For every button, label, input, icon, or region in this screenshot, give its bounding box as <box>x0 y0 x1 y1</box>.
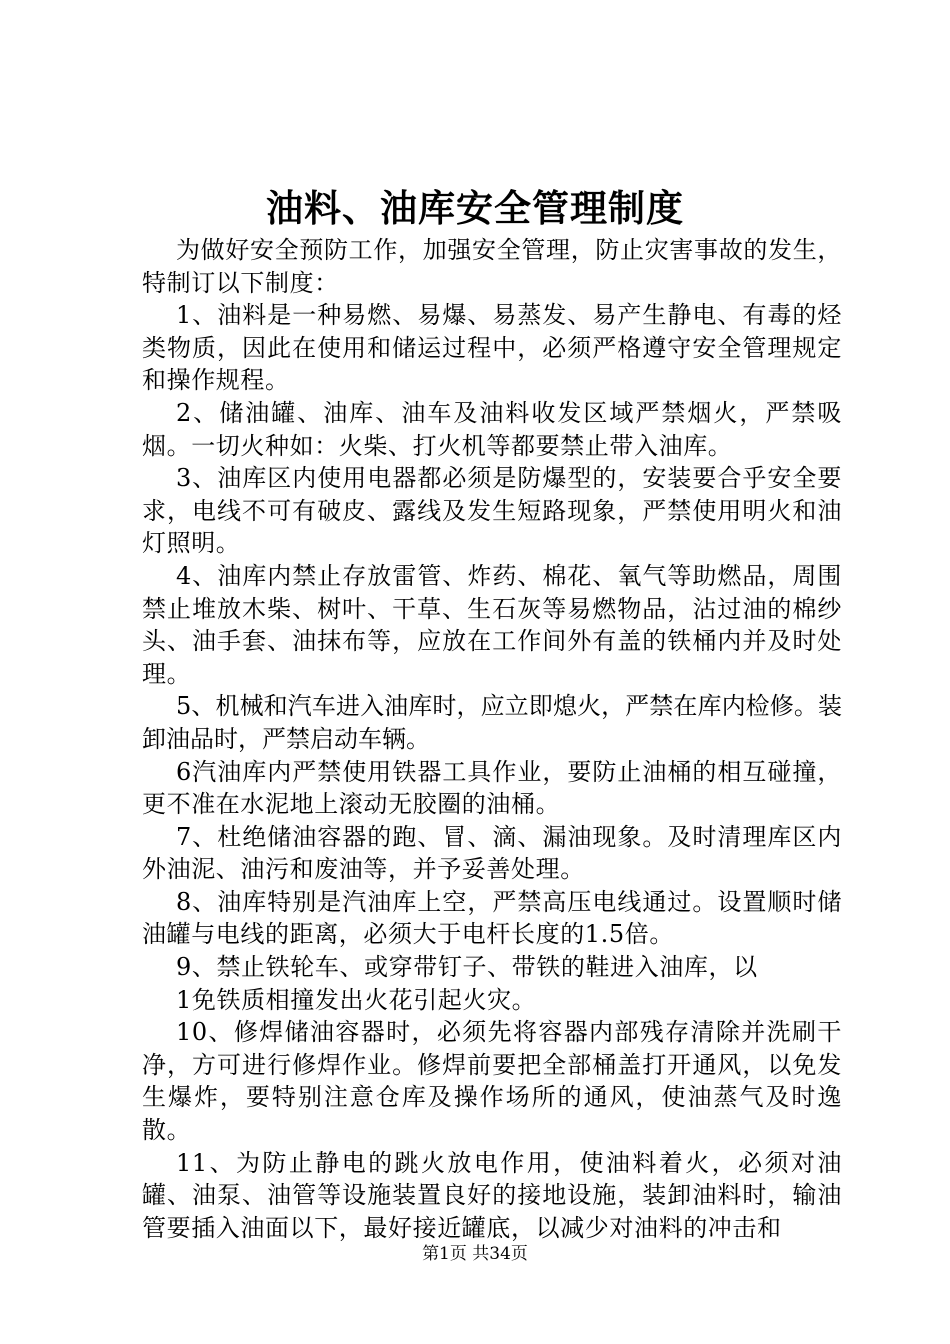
paragraph-rule-5: 5、机械和汽车进入油库时，应立即熄火，严禁在库内检修。装卸油品时，严禁启动车辆。 <box>142 692 842 753</box>
document-body <box>142 234 842 1244</box>
paragraph-rule-9-continued: 1免铁质相撞发出火花引起火灾。 <box>176 985 537 1014</box>
paragraph-rule-9: 9、禁止铁轮车、或穿带钉子、带铁的鞋进入油库，以 <box>176 953 758 982</box>
paragraph-rule-1: 1、油料是一种易燃、易爆、易蒸发、易产生静电、有毒的烃类物质，因此在使用和储运过程中，必须严格遵守安全管理规定和操作规程。 <box>142 301 842 395</box>
paragraph-rule-2: 2、储油罐、油库、油车及油料收发区域严禁烟火，严禁吸烟。一切火种如：火柴、打火机等都要禁止带入油库。 <box>142 398 842 460</box>
paragraph-rule-7: 7、杜绝储油容器的跑、冒、滴、漏油现象。及时清理库区内外油泥、油污和废油等，并予妥善处理。 <box>142 822 842 884</box>
paragraph-intro: 为做好安全预防工作，加强安全管理，防止灾害事故的发生，特制订以下制度： <box>142 236 842 297</box>
paragraph-rule-6: 6汽油库内严禁使用铁器工具作业，要防止油桶的相互碰撞，更不准在水泥地上滚动无胶圈的油桶。 <box>142 757 842 819</box>
document-title: 油料、油库安全管理制度 <box>266 186 684 230</box>
paragraph-rule-11: 11、为防止静电的跳火放电作用，使油料着火，必须对油罐、油泵、油管等设施装置良好的接地设施，装卸油料时，输油管要插入油面以下，最好接近罐底，以减少对油料的冲击和 <box>142 1148 842 1242</box>
page-footer: 第1页 共34页 <box>422 1244 528 1264</box>
paragraph-rule-4: 4、油库内禁止存放雷管、炸药、棉花、氧气等助燃品，周围禁止堆放木柴、树叶、干草、生石灰等易燃物品，沾过油的棉纱头、油手套、油抹布等，应放在工作间外有盖的铁桶内并及时处理。 <box>142 561 842 688</box>
paragraph-rule-10: 10、修焊储油容器时，必须先将容器内部残存清除并洗刷干净，方可进行修焊作业。修焊前要把全部桶盖打开通风，以免发生爆炸，要特别注意仓库及操作场所的通风，使油蒸气及时逸散。 <box>142 1018 842 1145</box>
paragraph-rule-8: 8、油库特别是汽油库上空，严禁高压电线通过。设置顺时储油罐与电线的距离，必须大于电杆长度的1.5倍。 <box>142 887 842 949</box>
paragraph-rule-3: 3、油库区内使用电器都必须是防爆型的，安装要合乎安全要求，电线不可有破皮、露线及发生短路现象，严禁使用明火和油灯照明。 <box>142 464 842 558</box>
